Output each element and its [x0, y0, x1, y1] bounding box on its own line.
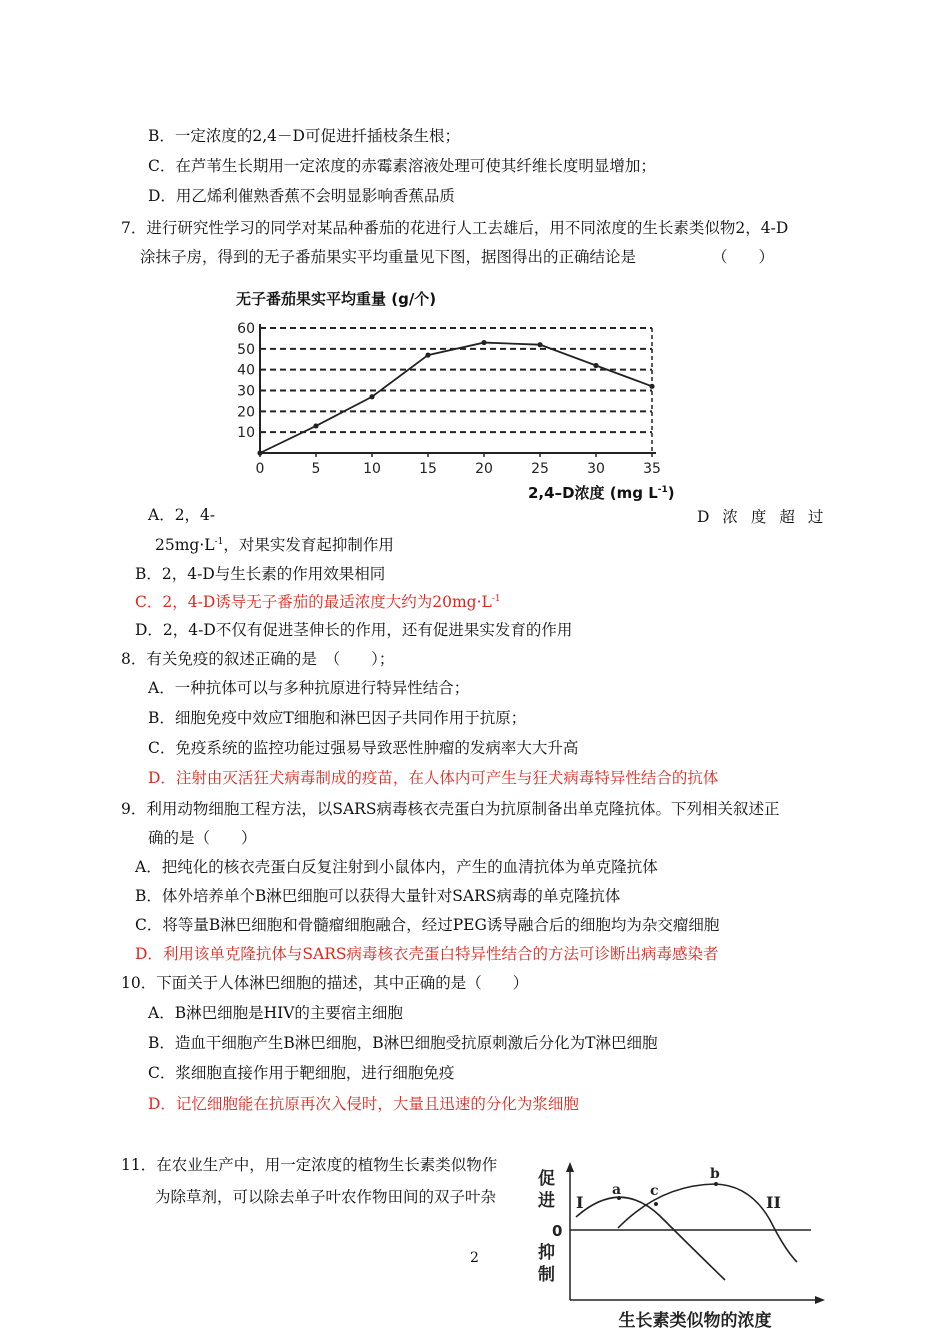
chart1-data-point: [649, 384, 654, 389]
chart1-title: 无子番茄果实平均重量 (g/个): [236, 290, 437, 308]
chart1-data-point: [313, 423, 318, 428]
chart1-x-tick-label: 35: [643, 461, 661, 477]
chart1-x-tick-label: 5: [311, 461, 321, 477]
chart1-y-tick-label: 60: [237, 321, 255, 337]
chart2-zero-label: 0: [552, 1222, 563, 1240]
q7-answer-bracket: （ ）: [712, 248, 775, 266]
q9-stem-line2: 确的是（ ）: [148, 829, 257, 847]
chart2-label-inhibit-2: 制: [538, 1265, 555, 1285]
q8-stem: 8．有关免疫的叙述正确的是 （ ）；: [121, 650, 395, 668]
q6-option-d: D．用乙烯利催熟香蕉不会明显影响香蕉品质: [148, 187, 455, 205]
q6-option-b: B．一定浓度的2,4－D可促进扦插枝条生根；: [148, 127, 460, 145]
q8-option-c: C．免疫系统的监控功能过强易导致恶性肿瘤的发病率大大升高: [148, 739, 579, 757]
q11-stem-line1: 11．在农业生产中，用一定浓度的植物生长素类似物作: [121, 1156, 498, 1174]
chart1-data-point: [425, 352, 430, 357]
chart1-x-tick-label: 30: [587, 461, 605, 477]
chart1-x-tick-label: 15: [419, 461, 437, 477]
chart1-data-point: [257, 450, 262, 455]
q7-option-b: B．2，4-D与生长素的作用效果相同: [135, 565, 386, 583]
chart1-y-tick-label: 30: [237, 383, 255, 400]
q10-stem: 10．下面关于人体淋巴细胞的描述，其中正确的是（ ）: [121, 974, 529, 992]
q10-option-a: A．B淋巴细胞是HIV的主要宿主细胞: [148, 1004, 403, 1022]
chart1: [230, 318, 670, 503]
chart2-point-c: [654, 1202, 658, 1206]
q9-option-d: D．利用该单克隆抗体与SARS病毒核衣壳蛋白特异性结合的方法可诊断出病毒感染者: [135, 945, 719, 963]
q9-option-c: C．将等量B淋巴细胞和骨髓瘤细胞融合，经过PEG诱导融合后的细胞均为杂交瘤细胞: [135, 916, 720, 934]
chart2-point-label-b: b: [710, 1166, 720, 1182]
q7-option-d: D．2，4-D不仅有促进茎伸长的作用，还有促进果实发育的作用: [135, 621, 573, 639]
q6-option-c: C．在芦苇生长期用一定浓度的赤霉素溶液处理可使其纤维长度明显增加；: [148, 157, 656, 175]
chart2-label-inhibit-1: 抑: [538, 1243, 555, 1263]
q7-option-a-tail: D浓度超过: [697, 508, 837, 526]
chart2-point-label-a: a: [612, 1182, 622, 1198]
chart1-y-tick-label: 20: [237, 404, 255, 421]
chart1-y-tick-label: 40: [237, 362, 255, 379]
q11-stem-line2: 为除草剂，可以除去单子叶农作物田间的双子叶杂: [155, 1188, 497, 1206]
q10-option-b: B．造血干细胞产生B淋巴细胞，B淋巴细胞受抗原刺激后分化为T淋巴细胞: [148, 1034, 658, 1052]
q10-option-d: D．记忆细胞能在抗原再次入侵时，大量且迅速的分化为浆细胞: [148, 1095, 579, 1113]
q8-option-d: D．注射由灭活狂犬病毒制成的疫苗，在人体内可产生与狂犬病毒特异性结合的抗体: [148, 769, 719, 787]
chart1-data-point: [537, 342, 542, 347]
q9-stem-line1: 9．利用动物细胞工程方法，以SARS病毒核衣壳蛋白为抗原制备出单克隆抗体。下列相关叙述正: [121, 800, 780, 818]
q7-option-c: C．2，4-D诱导无子番茄的最适浓度大约为$20mg\cdot L^{-1}$: [135, 593, 501, 611]
chart1-x-tick-label: 0: [255, 461, 265, 477]
q7-stem-line2: 涂抹子房，得到的无子番茄果实平均重量见下图，据图得出的正确结论是: [140, 248, 637, 266]
q8-option-a: A．一种抗体可以与多种抗原进行特异性结合；: [148, 679, 470, 697]
chart2: [530, 1160, 835, 1330]
chart2-xlabel: 生长素类似物的浓度: [618, 1311, 772, 1330]
chart1-series-line: [260, 343, 652, 453]
q9-option-a: A．把纯化的核衣壳蛋白反复注射到小鼠体内，产生的血清抗体为单克隆抗体: [135, 858, 658, 876]
chart2-y-arrow: [566, 1162, 574, 1172]
chart2-label-promote-1: 促: [538, 1169, 555, 1189]
chart1-data-point: [593, 363, 598, 368]
q7-option-a-line2: $25mg\cdot L^{-1}$，对果实发育起抑制作用: [155, 536, 394, 554]
chart1-data-point: [369, 394, 374, 399]
chart2-point-b: [714, 1182, 718, 1186]
q9-option-b: B．体外培养单个B淋巴细胞可以获得大量针对SARS病毒的单克隆抗体: [135, 887, 621, 905]
q8-option-b: B．细胞免疫中效应T细胞和淋巴因子共同作用于抗原；: [148, 709, 527, 727]
q10-option-c: C．浆细胞直接作用于靶细胞，进行细胞免疫: [148, 1064, 455, 1082]
chart1-y-tick-label: 10: [237, 425, 255, 442]
chart1-data-point: [481, 340, 486, 345]
chart2-point-label-c: c: [650, 1183, 659, 1199]
chart1-xlabel: 2,4–D浓度 (mg $L^{-1}$): [528, 484, 675, 502]
page-number: 2: [470, 1250, 479, 1266]
chart2-label-promote-2: 进: [538, 1191, 555, 1211]
chart2-x-arrow: [815, 1296, 825, 1304]
chart2-curve-label-II: II: [766, 1193, 781, 1212]
chart1-x-tick-label: 25: [531, 461, 549, 477]
chart2-curve-label-I: I: [576, 1193, 584, 1212]
q7-option-a-line1: A．2，4-: [148, 506, 216, 524]
q7-stem-line1: 7．进行研究性学习的同学对某品种番茄的花进行人工去雄后，用不同浓度的生长素类似物2，4-D: [121, 219, 789, 237]
chart2-curve-I: [576, 1197, 725, 1280]
chart1-y-tick-label: 50: [237, 341, 255, 358]
chart1-x-tick-label: 20: [475, 461, 493, 477]
chart1-x-tick-label: 10: [363, 461, 381, 477]
